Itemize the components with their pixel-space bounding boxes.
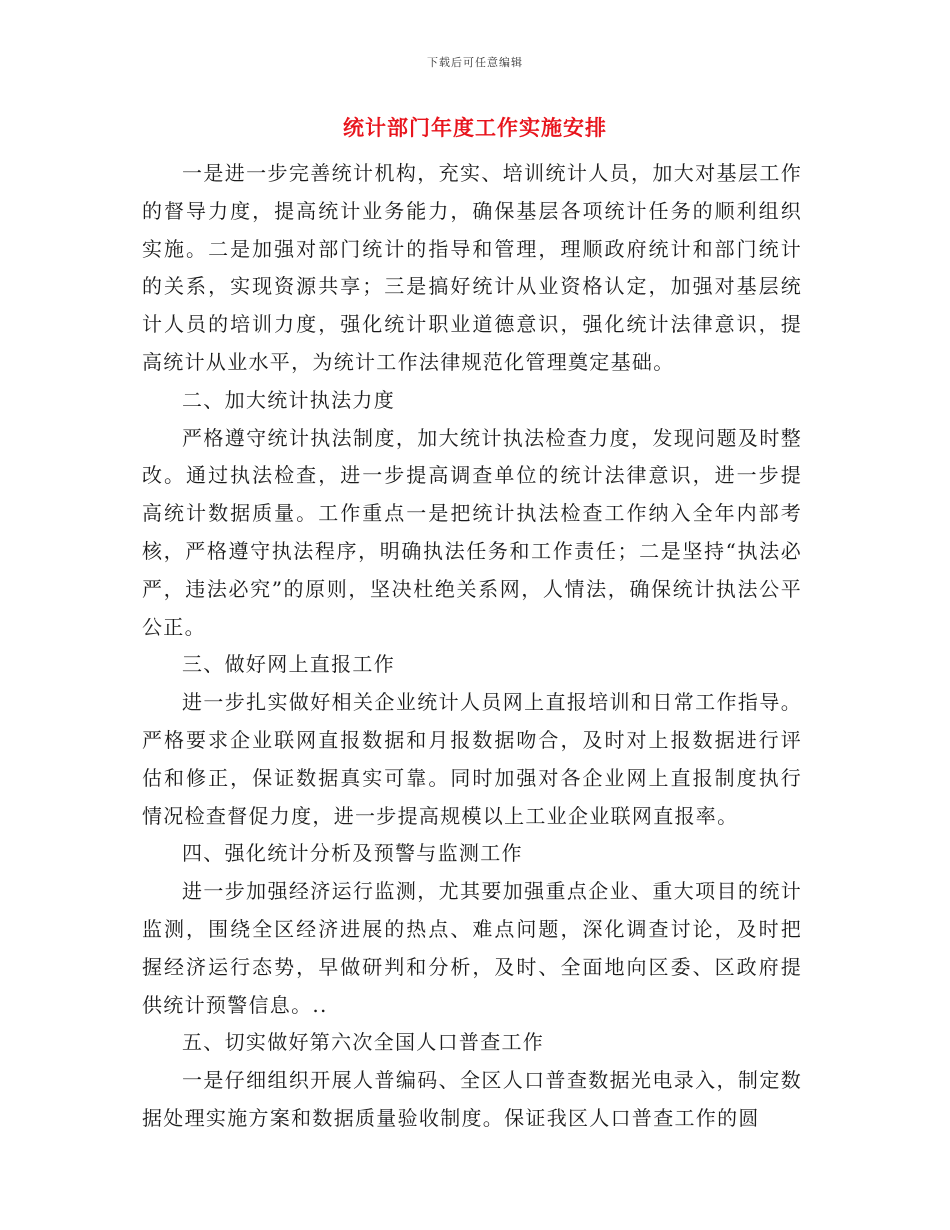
document-title: 统计部门年度工作实施安排 bbox=[343, 116, 607, 140]
paragraph-section-4: 进一步加强经济运行监测，尤其要加强重点企业、重大项目的统计监测，围绕全区经济进展的热点、难点问题，深化调查讨论，及时把握经济运行态势，早做研判和分析，及时、全面地向区委、区政府提供统计预警信息。.. bbox=[142, 879, 802, 1017]
section-heading-4: 四、强化统计分析及预警与监测工作 bbox=[182, 841, 523, 866]
paragraph-section-5: 一是仔细组织开展人普编码、全区人口普查数据光电录入，制定数据处理实施方案和数据质量验收制度。保证我区人口普查工作的圆 bbox=[142, 1068, 802, 1130]
section-heading-5: 五、切实做好第六次全国人口普查工作 bbox=[182, 1030, 545, 1055]
section-heading-3: 三、做好网上直报工作 bbox=[182, 652, 395, 677]
paragraph-section-2: 严格遵守统计执法制度，加大统计执法检查力度，发现问题及时整改。通过执法检查，进一步提高调查单位的统计法律意识，进一步提高统计数据质量。工作重点一是把统计执法检查工作纳入全年内部考核，严格遵守执法程序，明确执法任务和工作责任；二是坚持“执法必严，违法必究”的原则，坚决杜绝关系网，人情法，确保统计执法公平公正。 bbox=[142, 425, 802, 639]
paragraph-intro: 一是进一步完善统计机构，充实、培训统计人员，加大对基层工作的督导力度，提高统计业务能力，确保基层各项统计任务的顺利组织实施。二是加强对部门统计的指导和管理，理顺政府统计和部门统计的关系，实现资源共享；三是搞好统计从业资格认定，加强对基层统计人员的培训力度，强化统计职业道德意识，强化统计法律意识，提高统计从业水平，为统计工作法律规范化管理奠定基础。 bbox=[142, 161, 802, 374]
document-body bbox=[142, 155, 802, 1138]
header-note: 下载后可任意编辑 bbox=[427, 56, 523, 69]
paragraph-section-3: 进一步扎实做好相关企业统计人员网上直报培训和日常工作指导。严格要求企业联网直报数据和月报数据吻合，及时对上报数据进行评估和修正，保证数据真实可靠。同时加强对各企业网上直报制度执行情况检查督促力度，进一步提高规模以上工业企业联网直报率。 bbox=[142, 690, 802, 828]
section-heading-2: 二、加大统计执法力度 bbox=[182, 387, 395, 412]
